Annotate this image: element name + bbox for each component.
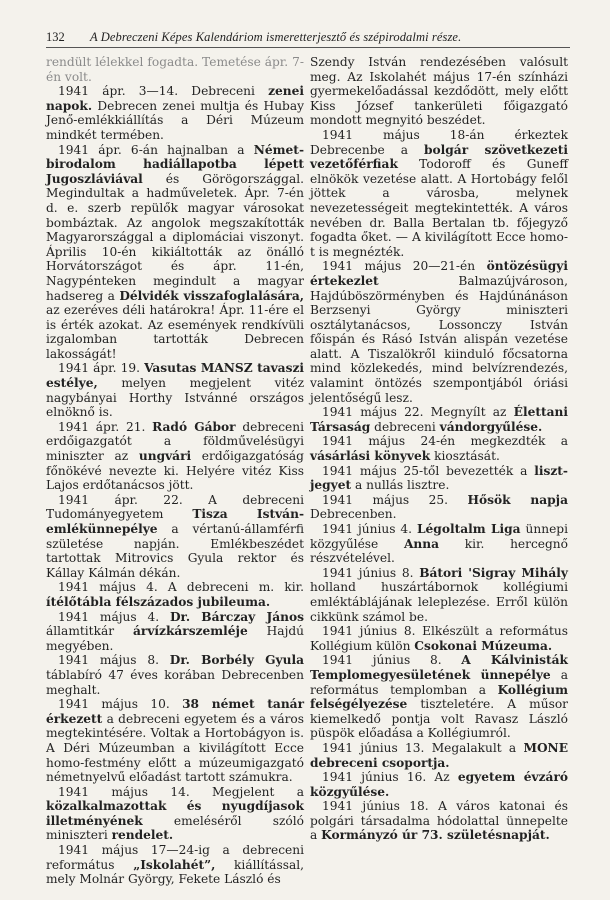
text-run: 1941 ápr. 19. (58, 361, 145, 376)
chronicle-entry (310, 522, 568, 566)
text-run: debreceni erdőigazgatót a földművelésügyi miniszter az (46, 419, 304, 464)
text-run: a református templomban a (310, 667, 568, 697)
right-column (310, 55, 568, 843)
chronicle-entry (310, 55, 568, 128)
text-run: ünnepi közgyűlése (310, 522, 568, 551)
bold-run: Dr. Bárczay János (169, 609, 304, 624)
text-run: 1941 június 4. (322, 522, 417, 536)
text-run: debreceni (370, 419, 440, 434)
bold-run: „Iskolahét”, (133, 857, 216, 872)
text-run: 1941 június 16. Az (322, 770, 458, 785)
text-run: 1941 június 13. Megalakult a (322, 740, 524, 755)
text-run: 1941 május 4. (58, 609, 170, 624)
chronicle-entry (310, 259, 568, 405)
text-run: Debrecen zenei multja és Hubay Jenő-emlékkiállítás a Déri Múzeum mindkét termében. (46, 98, 304, 142)
chronicle-entry (310, 128, 568, 259)
bold-run: rendelet. (111, 828, 174, 843)
text-run: 1941 június 8. (322, 565, 420, 580)
text-run: 1941 ápr. 22. A debreceni Tudományegyetem (46, 492, 304, 522)
text-run: 1941 május 25. (322, 492, 468, 507)
bold-run: közalkalmazottak és nyugdíjasok illetményének (46, 799, 304, 828)
text-run: 1941 május 18-án érkeztek Debrecenbe a (310, 127, 568, 157)
bold-run: Légoltalm Liga (416, 522, 521, 536)
chronicle-entry (46, 785, 304, 843)
header-rule (46, 47, 570, 48)
chronicle-entry (310, 405, 568, 434)
bold-run: bolgár szövetkezeti vezetőférfiak (310, 142, 568, 172)
chronicle-entry (46, 55, 304, 84)
chronicle-entry (310, 434, 568, 463)
chronicle-entry (310, 653, 568, 741)
text-run: 1941 ápr. 6-án hajnalban a (58, 142, 254, 157)
text-run: a nullás lisztre. (351, 478, 450, 493)
chronicle-entry (46, 493, 304, 581)
text-run: 1941 május 14. Megjelent a (58, 784, 304, 799)
text-run: Hajdú megyében. (46, 624, 304, 653)
chronicle-entry (46, 361, 304, 419)
page-number: 132 (46, 30, 65, 44)
chronicle-entry (310, 741, 568, 770)
text-run: kiosztását. (430, 449, 500, 464)
text-run: a debreceni egyetem és a város megtekintésére. Voltak a Hortobágyon is. A Déri Múzeumban a kivilágított Ecce homo-festmény előtt a múzeumigazgató németnyelvű előadást tartott számukra. (46, 711, 304, 785)
page-header (46, 30, 570, 48)
bold-run: 38 német tanár érkezett (46, 697, 304, 726)
text-run: erdőigazgatóság főnökévé nevezte ki. Helyére vitéz Kiss Lajos erdőtanácsos jött. (46, 449, 304, 493)
bold-run: Vasutas MANSZ tavaszi estélye, (46, 361, 304, 391)
bold-run: zenei napok. (46, 84, 304, 113)
text-run: 1941 május 25-től bevezették a (322, 463, 535, 478)
chronicle-entry (46, 143, 304, 362)
text-run: 1941 ápr. 3—14. Debreceni (58, 84, 269, 99)
text-run: 1941 június 8. (322, 653, 462, 668)
text-run: 1941 június 18. A város katonai és polgári társadalma hódolattal ünnepelte a (310, 799, 568, 843)
bold-run: Radó Gábor (152, 419, 236, 434)
bold-run: Kollégium felségélyezése (310, 682, 568, 712)
chronicle-entry (46, 84, 304, 142)
bold-run: Élettani Társaság (310, 405, 568, 434)
bold-run: A Kálvinisták Templomegyesületének ünnepélye (310, 653, 568, 682)
bold-run: öntözésügyi értekezlet (310, 259, 568, 288)
bold-run: Tisza István-emlékünnepélye (46, 507, 305, 536)
bold-run: vásárlási könyvek (310, 449, 431, 464)
text-run: államtitkár (46, 624, 134, 639)
bold-run: Dr. Borbély Gyula (169, 653, 304, 668)
chronicle-entry (46, 843, 304, 887)
left-column (46, 55, 304, 887)
chronicle-entry (46, 610, 304, 654)
running-title: A Debreczeni Képes Kalendáriom ismeretterjesztő és szépirodalmi része. (90, 30, 462, 44)
bold-run: Német-birodalom hadiállapotba lépett Jugoszláviával (46, 142, 304, 186)
bold-run: ítélőtábla félszázados jubileuma. (46, 594, 271, 609)
text-run: rendült lélekkel fogadta. Temetése ápr. 7-én volt. (46, 55, 304, 84)
text-run: Debrecenben. (310, 507, 397, 522)
text-run: emeléséről szóló miniszteri (46, 813, 304, 843)
text-run: Szendy István rendezésében valósult meg. Az Iskolahét május 17-én színházi gyermekelőadással kezdődött, mely előtt Kiss József tankerületi főigazgató mondott megnyitó beszédet. (310, 55, 568, 128)
text-run: 1941 május 17—24-ig a debreceni református (46, 843, 304, 872)
text-run: Todoroff és Guneff elnökök vezetése alatt. A Hortobágy felől jöttek a városba, melynek nevezetességeit megtekintették. A város nevében dr. Balla Bertalan tb. főjegyző fogadta őket. — A kivilágított Ecce homo-t is megnézték. (310, 157, 568, 259)
text-run: 1941 május 24-én megkezdték a (322, 434, 568, 449)
chronicle-entry (46, 697, 304, 785)
chronicle-entry (310, 566, 568, 624)
text-run: 1941 május 22. Megnyílt az (322, 405, 514, 420)
text-run: 1941 május 8. (58, 653, 170, 668)
bold-run: ungvári (138, 449, 192, 464)
text-run: tiszteletére. A műsor kiemelkedő pontja volt Ravasz László püspök előadása a Kollégiumról. (310, 697, 568, 741)
bold-run: Délvidék visszafoglalására, (119, 288, 304, 303)
text-run: kir. hercegnő részvételével. (310, 536, 568, 566)
chronicle-entry (310, 464, 568, 493)
text-run: melyen megjelent vitéz nagybányai Horthy Istvánné országos elnöknő is. (46, 376, 304, 420)
bold-run: MONE debreceni csoportja. (310, 740, 568, 770)
text-run: holland huszártábornok kollégiumi emléktáblájának leleplezése. Erről külön cikkünk számol be. (310, 580, 568, 624)
text-run: 1941 június 8. Elkészült a református Kollégium külön (310, 624, 568, 653)
text-run: táblabíró 47 éves korában Debrecenben meghalt. (46, 667, 304, 697)
chronicle-entry (310, 770, 568, 799)
bold-run: Hősök napja (467, 492, 568, 507)
bold-run: vándorgyűlése. (439, 419, 543, 434)
text-run: kiállítással, mely Molnár György, Fekete László és (46, 857, 304, 887)
bold-run: Csokonai Múzeuma. (414, 638, 553, 653)
text-run: az ezeréves déli határokra! Ápr. 11-ére el is érték azokat. Az események rendkívüli izgalomban tartották Debrecen lakosságát! (46, 303, 304, 361)
chronicle-entry (46, 653, 304, 697)
text-run: 1941 ápr. 21. (58, 419, 153, 434)
text-run: a vértanú-államférfi születése napján. Emlékbeszédet tartottak Mitrovics Gyula rektor és Kállay Kálmán dékán. (46, 522, 304, 580)
bold-run: liszt-jegyet (310, 463, 568, 493)
bold-run: egyetem évzáró közgyűlése. (310, 770, 568, 799)
text-run: 1941 május 4. A debreceni m. kir. (58, 580, 304, 595)
text-run: 1941 május 20—21-én (322, 259, 487, 274)
chronicle-entry (310, 799, 568, 843)
bold-run: árvízkárszemléje (133, 624, 248, 639)
text-run: 1941 május 10. (58, 697, 183, 712)
bold-run: Bátori 'Sigray Mihály (419, 565, 569, 580)
bold-run: Kormányzó úr 73. születésnapját. (321, 828, 550, 843)
chronicle-entry (46, 580, 304, 609)
chronicle-entry (310, 624, 568, 653)
chronicle-entry (46, 420, 304, 493)
bold-run: Anna (403, 536, 440, 551)
text-run: és Görögországgal. Megindultak a hadműveletek. Ápr. 7-én d. e. szerb repülők magyar városokat bombáztak. Az angolok megszakították Magyarországgal a diplomáciai viszonyt. Április 10-én kikiáltották az önálló Horvátországot és ápr. 11-én, Nagypénteken megindult a magyar hadsereg a (46, 171, 304, 303)
text-run: Balmazújvároson, Hajdúböszörményben és Hajdúnánáson Berzsenyi György miniszteri osztálytanácsos, Lossonczy István főispán és Rásó István alispán vezetése alatt. A Tiszalökről kiinduló főcsatorna mind közlekedés, mind belvízrendezés, valamint öntözés szempontjából óriási jelentőségű lesz. (310, 273, 568, 405)
chronicle-entry (310, 493, 568, 522)
